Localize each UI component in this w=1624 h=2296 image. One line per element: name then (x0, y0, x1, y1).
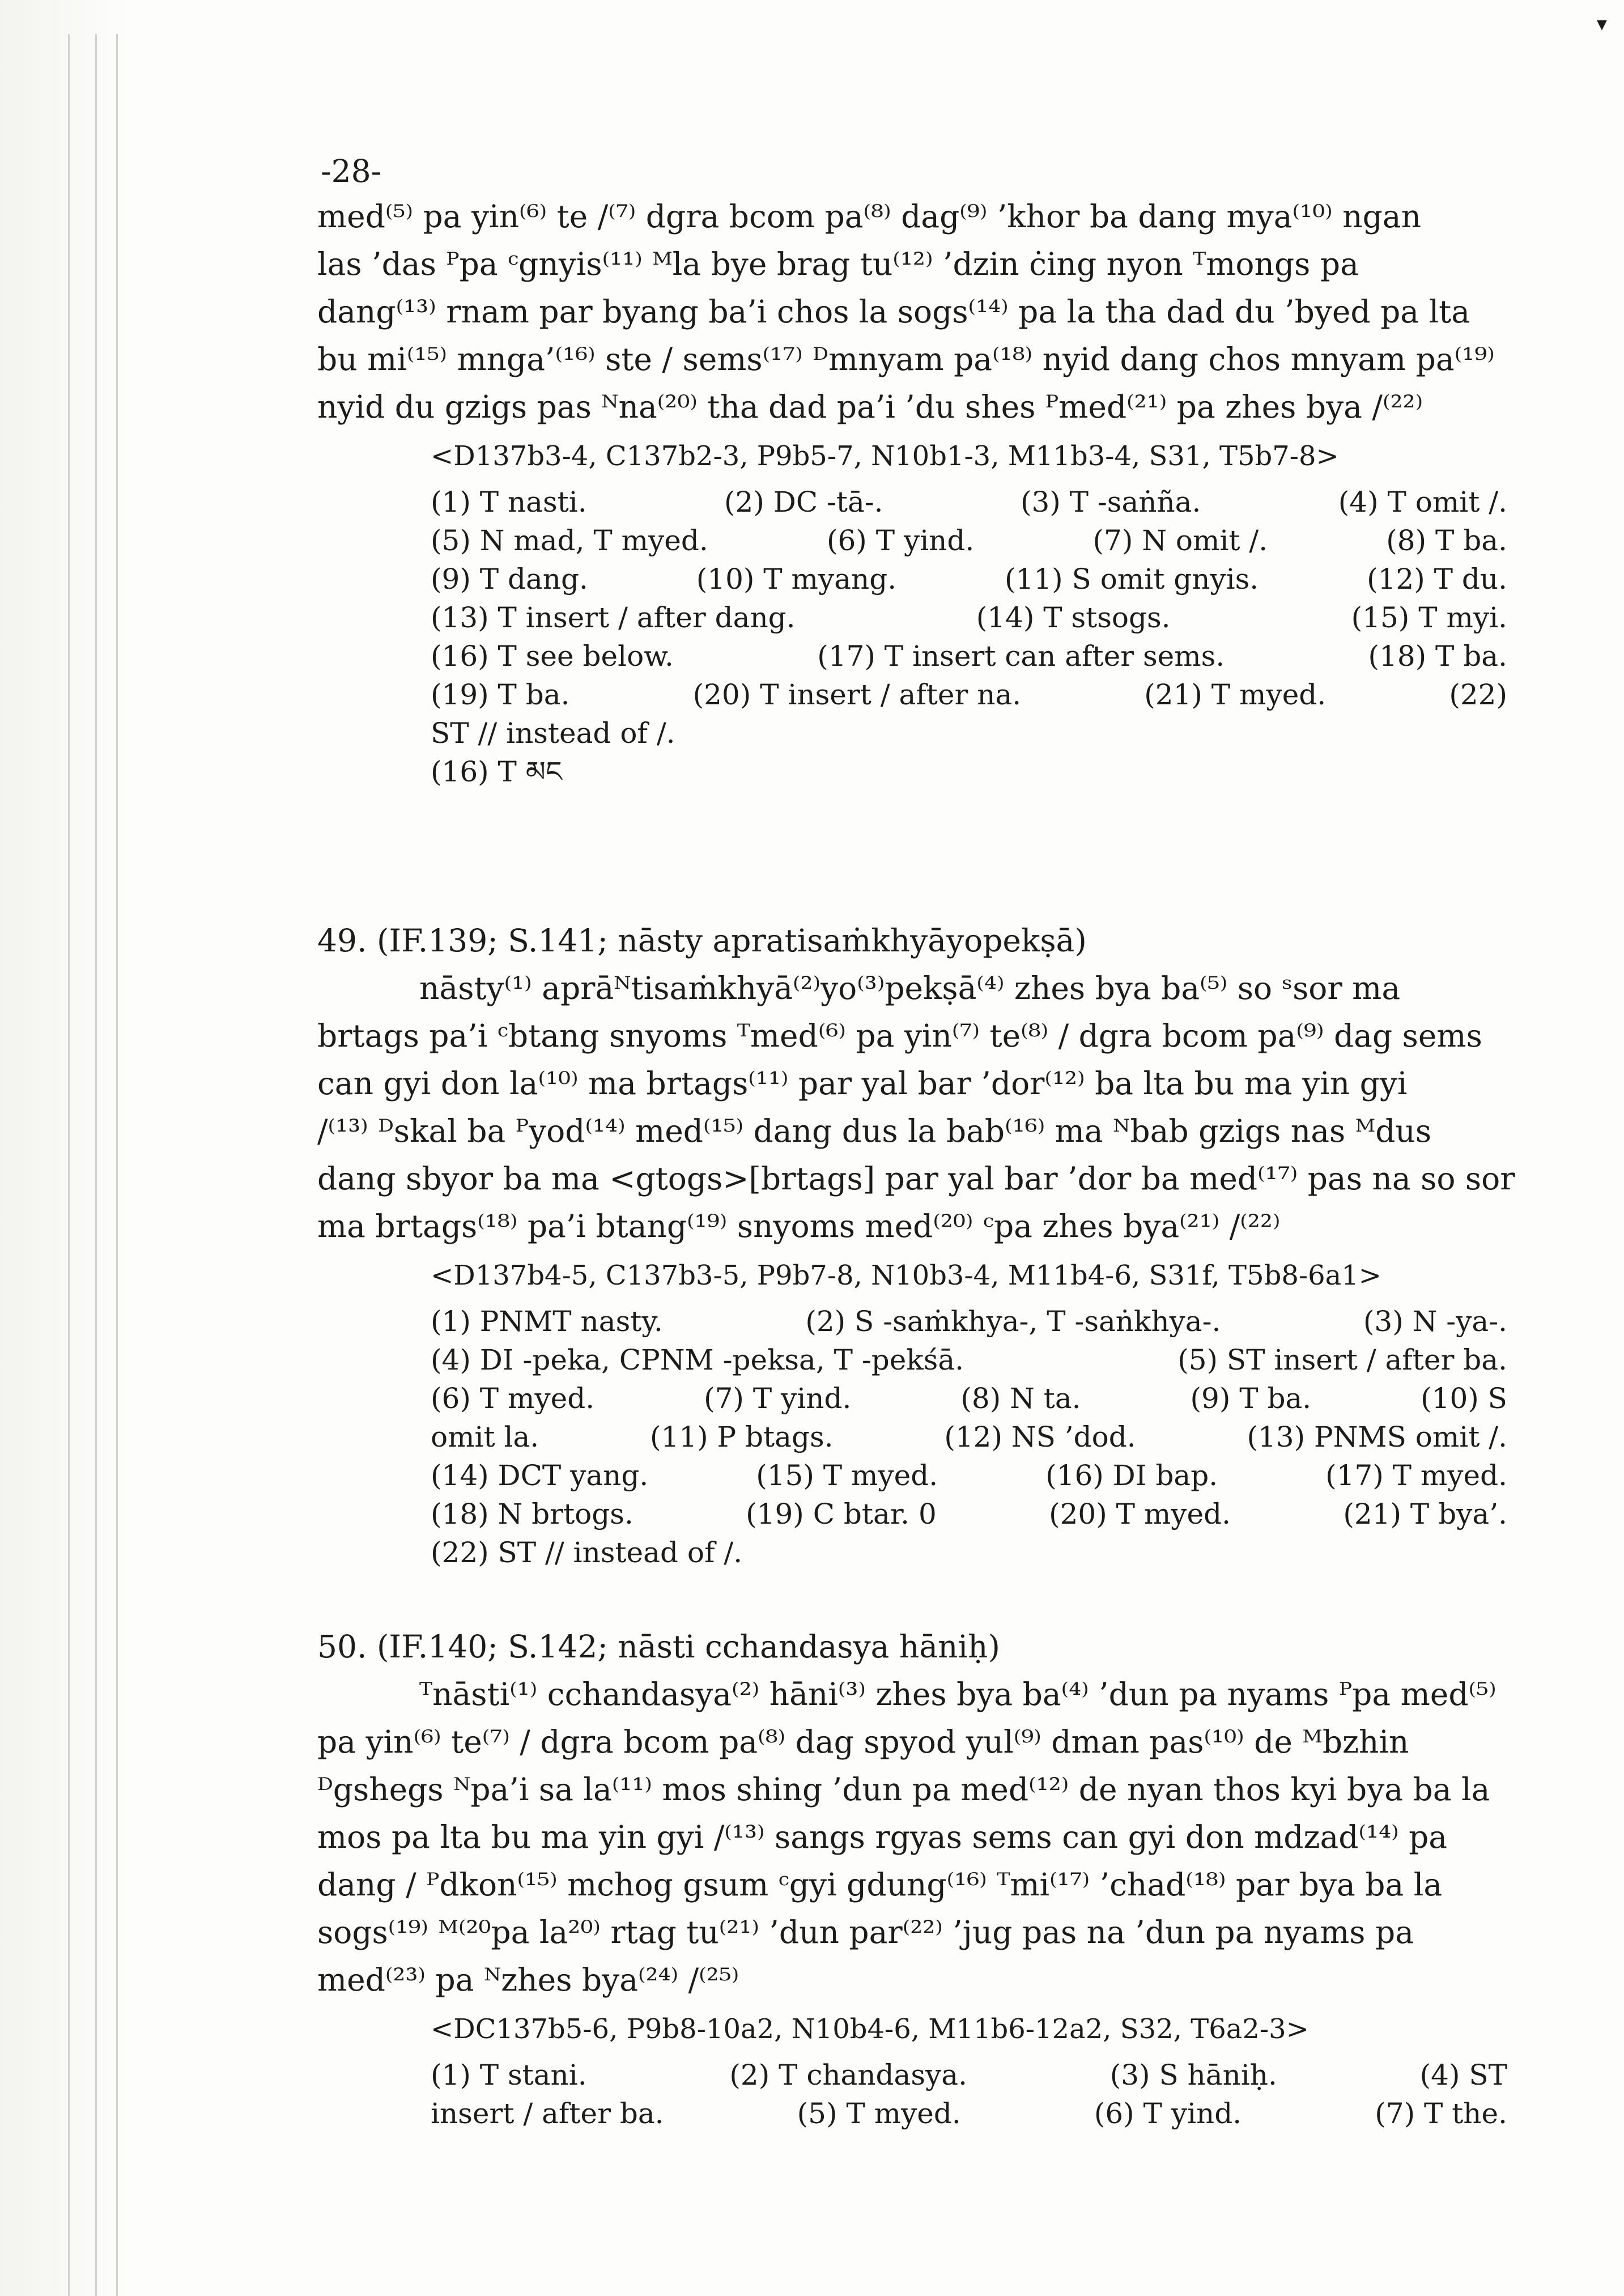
note: (22) (1449, 678, 1507, 711)
note: (7) T the. (1375, 2097, 1507, 2130)
text-line: sogs⁽¹⁹⁾ ᴹ⁽²⁰pa la²⁰⁾ rtag tu⁽²¹⁾ ’dun par⁽²²⁾ ’jug pas na ’dun pa nyams pa (317, 1914, 1414, 1950)
note: (19) C btar. 0 (746, 1498, 937, 1530)
note: (9) T ba. (1190, 1382, 1312, 1415)
note: (6) T myed. (431, 1382, 595, 1415)
note: (10) T myang. (696, 563, 897, 596)
text-line: bu mi⁽¹⁵⁾ mnga’⁽¹⁶⁾ ste / sems⁽¹⁷⁾ ᴰmnyam pa⁽¹⁸⁾ nyid dang chos mnyam pa⁽¹⁹⁾ (317, 341, 1495, 377)
text-line: can gyi don la⁽¹⁰⁾ ma brtags⁽¹¹⁾ par yal bar ’dor⁽¹²⁾ ba lta bu ma yin gyi (317, 1065, 1408, 1102)
note: (5) ST insert / after ba. (1177, 1343, 1507, 1376)
section-heading: 50. (IF.140; S.142; nāsti cchandasya hāniḥ) (317, 1629, 1000, 1665)
section-48 (317, 193, 1575, 809)
text-line: brtags pa’i ᶜbtang snyoms ᵀmed⁽⁶⁾ pa yin⁽⁷⁾ te⁽⁸⁾ / dgra bcom pa⁽⁹⁾ dag sems (317, 1018, 1482, 1054)
section-heading: 49. (IF.139; S.141; nāsty apratisaṁkhyāyopekṣā) (317, 922, 1087, 959)
section-49 (317, 917, 1575, 1572)
note: (9) T dang. (431, 563, 588, 596)
text-line: las ’das ᴾpa ᶜgnyis⁽¹¹⁾ ᴹla bye brag tu⁽¹²⁾ ’dzin ċing nyon ᵀmongs pa (317, 246, 1359, 282)
note: (10) S (1421, 1382, 1507, 1415)
note: (4) ST (1419, 2059, 1507, 2091)
text-line: med⁽²³⁾ pa ᴺzhes bya⁽²⁴⁾ /⁽²⁵⁾ (317, 1962, 739, 1998)
note: (14) T stsogs. (976, 601, 1171, 634)
text-line: nāsty⁽¹⁾ aprāᴺtisaṁkhyā⁽²⁾yo⁽³⁾pekṣā⁽⁴⁾ zhes bya ba⁽⁵⁾ so ˢsor ma (419, 970, 1401, 1006)
note: ST // instead of /. (431, 717, 675, 750)
tibetan-note: (16) T མང (431, 755, 562, 788)
text-line: dang / ᴾdkon⁽¹⁵⁾ mchog gsum ᶜgyi gdung⁽¹⁶⁾ ᵀmi⁽¹⁷⁾ ’chad⁽¹⁸⁾ par bya ba la (317, 1866, 1443, 1903)
note: (21) T bya’. (1343, 1498, 1507, 1530)
sigla: <DC137b5-6, P9b8-10a2, N10b4-6, M11b6-12a2, S32, T6a2-3> (431, 2013, 1309, 2045)
note: (3) N -ya-. (1363, 1305, 1507, 1338)
note: (5) T myed. (797, 2097, 961, 2130)
scan-shadow (0, 0, 130, 2296)
note: (1) T nasti. (431, 486, 587, 518)
scan-line (95, 34, 97, 2296)
note: (1) PNMT nasty. (431, 1305, 663, 1338)
note: (13) T insert / after dang. (431, 601, 796, 634)
note: (22) ST // instead of /. (431, 1536, 743, 1569)
note: (2) T chandasya. (729, 2059, 967, 2091)
note: (19) T ba. (431, 678, 570, 711)
note: (17) T insert can after sems. (817, 640, 1225, 673)
note: (18) T ba. (1368, 640, 1507, 673)
note: (17) T myed. (1325, 1459, 1507, 1492)
text-line: dang⁽¹³⁾ rnam par byang ba’i chos la sogs⁽¹⁴⁾ pa la tha dad du ’byed pa lta (317, 294, 1470, 330)
note: (16) T see below. (431, 640, 674, 673)
text-line: ᵀnāsti⁽¹⁾ cchandasya⁽²⁾ hāni⁽³⁾ zhes bya ba⁽⁴⁾ ’dun pa nyams ᴾpa med⁽⁵⁾ (419, 1676, 1497, 1712)
corner-mark: ▾ (1596, 12, 1607, 36)
note: (4) DI -peka, CPNM -peksa, T -pekśā. (431, 1343, 964, 1376)
scan-line (116, 34, 118, 2296)
note: (11) S omit gnyis. (1005, 563, 1259, 596)
footnotes (431, 2056, 1507, 2133)
note: (20) T insert / after na. (692, 678, 1022, 711)
text-line: dang sbyor ba ma <gtogs>[brtags] par yal bar ’dor ba med⁽¹⁷⁾ pas na so sor (317, 1160, 1515, 1197)
note: omit la. (431, 1421, 539, 1453)
text-line: med⁽⁵⁾ pa yin⁽⁶⁾ te /⁽⁷⁾ dgra bcom pa⁽⁸⁾ dag⁽⁹⁾ ’khor ba dang mya⁽¹⁰⁾ ngan (317, 198, 1421, 235)
scan-line (68, 34, 70, 2296)
note: (12) T du. (1367, 563, 1507, 596)
sigla: <D137b3-4, C137b2-3, P9b5-7, N10b1-3, M11b3-4, S31, T5b7-8> (431, 440, 1339, 472)
note: (15) T myed. (756, 1459, 938, 1492)
note: (1) T stani. (431, 2059, 587, 2091)
note: (2) S -saṁkhya-, T -saṅkhya-. (805, 1305, 1221, 1338)
note: (4) T omit /. (1338, 486, 1507, 518)
note: (6) T yind. (826, 524, 975, 557)
note: (20) T myed. (1049, 1498, 1231, 1530)
note: (8) N ta. (960, 1382, 1081, 1415)
note: (18) N brtogs. (431, 1498, 634, 1530)
note: (14) DCT yang. (431, 1459, 649, 1492)
text-line: /⁽¹³⁾ ᴰskal ba ᴾyod⁽¹⁴⁾ med⁽¹⁵⁾ dang dus la bab⁽¹⁶⁾ ma ᴺbab gzigs nas ᴹdus (317, 1113, 1432, 1149)
note: (5) N mad, T myed. (431, 524, 708, 557)
note: (8) T ba. (1386, 524, 1507, 557)
note: (12) NS ’dod. (944, 1421, 1136, 1453)
note: insert / after ba. (431, 2097, 664, 2130)
note: (15) T myi. (1351, 601, 1507, 634)
note: (7) T yind. (704, 1382, 852, 1415)
page-number: -28- (321, 153, 382, 189)
note: (16) DI bap. (1045, 1459, 1218, 1492)
footnotes (431, 483, 1507, 809)
note: (2) DC -tā-. (724, 486, 883, 518)
text-line: pa yin⁽⁶⁾ te⁽⁷⁾ / dgra bcom pa⁽⁸⁾ dag spyod yul⁽⁹⁾ dman pas⁽¹⁰⁾ de ᴹbzhin (317, 1724, 1409, 1760)
note: (11) P btags. (649, 1421, 834, 1453)
note: (3) S hāniḥ. (1109, 2059, 1277, 2091)
text-line: ma brtags⁽¹⁸⁾ pa’i btang⁽¹⁹⁾ snyoms med⁽²⁰⁾ ᶜpa zhes bya⁽²¹⁾ /⁽²²⁾ (317, 1208, 1281, 1244)
sigla: <D137b4-5, C137b3-5, P9b7-8, N10b3-4, M11b4-6, S31f, T5b8-6a1> (431, 1260, 1381, 1291)
text-line: nyid du gzigs pas ᴺna⁽²⁰⁾ tha dad pa’i ’du shes ᴾmed⁽²¹⁾ pa zhes bya /⁽²²⁾ (317, 389, 1423, 425)
section-50 (317, 1623, 1575, 2133)
text-line: mos pa lta bu ma yin gyi /⁽¹³⁾ sangs rgyas sems can gyi don mdzad⁽¹⁴⁾ pa (317, 1819, 1448, 1855)
note: (3) T -saṅña. (1020, 486, 1201, 518)
page (317, 153, 1575, 2133)
note: (13) PNMS omit /. (1247, 1421, 1507, 1453)
footnotes (431, 1302, 1507, 1572)
note: (6) T yind. (1094, 2097, 1242, 2130)
note: (7) N omit /. (1092, 524, 1268, 557)
text-line: ᴰgshegs ᴺpa’i sa la⁽¹¹⁾ mos shing ’dun pa med⁽¹²⁾ de nyan thos kyi bya ba la (317, 1771, 1490, 1808)
note: (21) T myed. (1144, 678, 1327, 711)
